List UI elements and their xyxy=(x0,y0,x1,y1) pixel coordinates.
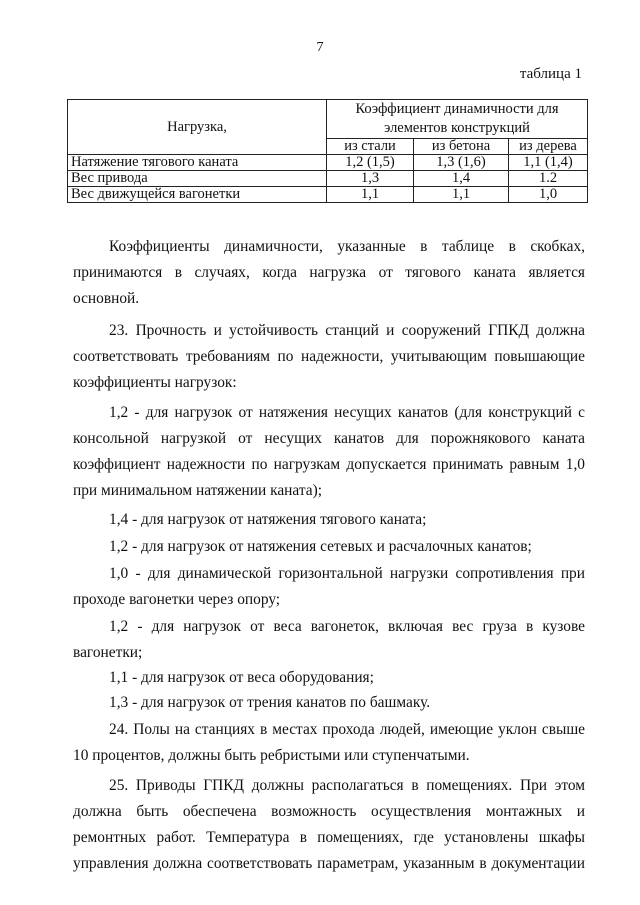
cell-value: 1,1 xyxy=(414,187,509,203)
table-row xyxy=(68,187,588,203)
load-header: Нагрузка, xyxy=(68,100,327,155)
cell-value: 1,2 (1,5) xyxy=(327,155,414,171)
paragraph-25: 25. Приводы ГПКД должны располагаться в помещениях. При этом должна быть обеспечена возможность осуществления монтажных и ремонтных работ. Температура в помещениях, где установлены шкафы управления должна соответствовать параметрам, указанным в документации xyxy=(73,777,585,872)
paragraph-coef-1-2-net: 1,2 - для нагрузок от натяжения сетевых и расчалочных канатов; xyxy=(109,538,532,555)
page-number: 7 xyxy=(316,40,324,55)
paragraph-coef-1-1: 1,1 - для нагрузок от веса оборудования; xyxy=(109,669,374,686)
cell-value: 1,3 (1,6) xyxy=(414,155,509,171)
table-caption: таблица 1 xyxy=(519,66,582,82)
cell-value: 1,1 xyxy=(327,187,414,203)
column-concrete: из бетона xyxy=(414,139,509,155)
row-label: Вес привода xyxy=(68,171,327,187)
cell-value: 1.2 xyxy=(509,171,588,187)
table-row xyxy=(68,155,588,171)
paragraph-note: Коэффициенты динамичности, указанные в таблице в скобках, принимаются в случаях, когда нагрузка от тягового каната является основной. xyxy=(73,238,585,307)
paragraph-24: 24. Полы на станциях в местах прохода людей, имеющие уклон свыше 10 процентов, должны быть ребристыми или ступенчатыми. xyxy=(73,721,585,764)
paragraph-coef-1-2-carrying: 1,2 - для нагрузок от натяжения несущих канатов (для конструкций с консольной нагрузкой от несущих канатов для порожнякового каната коэффициент надежности по нагрузкам допускается принимать равным 1,0 при минимальном натяжении каната); xyxy=(73,404,585,499)
table-row xyxy=(68,171,588,187)
cell-value: 1,0 xyxy=(509,187,588,203)
paragraph-coef-1-3: 1,3 - для нагрузок от трения канатов по башмаку. xyxy=(109,694,431,711)
coefficient-table xyxy=(67,99,588,203)
cell-value: 1,1 (1,4) xyxy=(509,155,588,171)
paragraph-coef-1-2-cars: 1,2 - для нагрузок от веса вагонеток, включая вес груза в кузове вагонетки; xyxy=(73,618,585,661)
paragraph-coef-1-0: 1,0 - для динамической горизонтальной нагрузки сопротивления при проходе вагонетки через опору; xyxy=(73,565,585,608)
row-label: Вес движущейся вагонетки xyxy=(68,187,327,203)
row-label: Натяжение тягового каната xyxy=(68,155,327,171)
column-wood: из дерева xyxy=(509,139,588,155)
table-header-row xyxy=(68,100,588,139)
paragraph-23: 23. Прочность и устойчивость станций и сооружений ГПКД должна соответствовать требованиям по надежности, учитывающим повышающие коэффициенты нагрузок: xyxy=(73,322,585,391)
cell-value: 1,3 xyxy=(327,171,414,187)
cell-value: 1,4 xyxy=(414,171,509,187)
column-steel: из стали xyxy=(327,139,414,155)
coefficient-header: Коэффициент динамичности для элементов конструкций xyxy=(327,100,588,139)
paragraph-coef-1-4: 1,4 - для нагрузок от натяжения тягового каната; xyxy=(109,511,427,528)
